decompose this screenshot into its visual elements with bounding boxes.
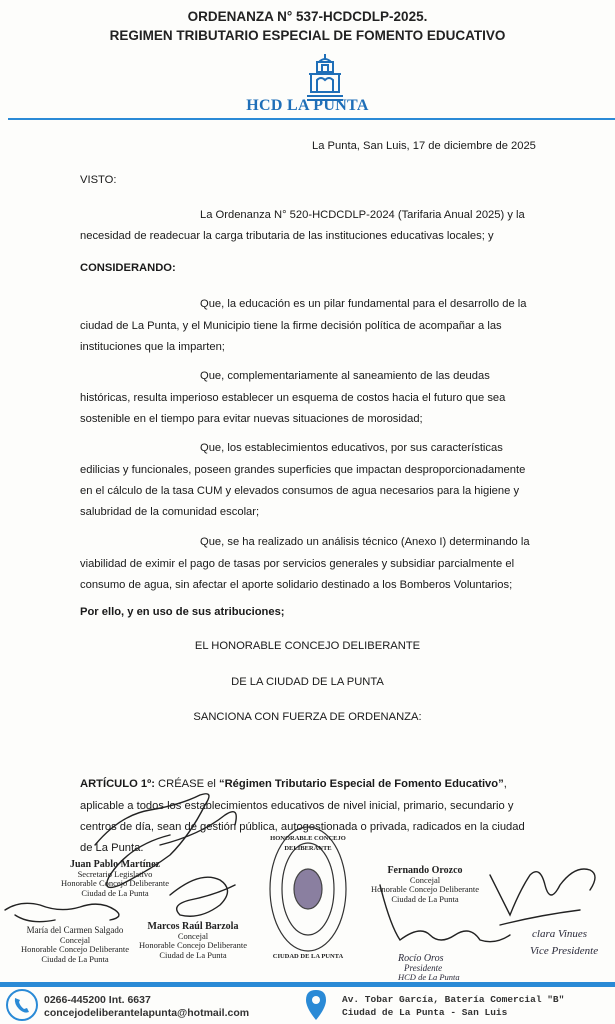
considerando-line: salubridad de la comunidad escolar;: [80, 506, 260, 518]
signer-city: Ciudad de La Punta: [81, 887, 149, 898]
considerando-line: históricas, resulta imperioso establecer un esquema de costos hacia el futuro que sea: [80, 392, 506, 404]
building-logo-icon: [305, 52, 345, 102]
seal-top-text: HONORABLE CONCEJO DELIBERANTE: [270, 835, 346, 852]
signer-org: Honorable Concejo Deliberante: [60, 878, 170, 888]
footer-address: Ciudad de La Punta - San Luis: [342, 1007, 508, 1018]
signer-name: Fernando Orozco: [387, 865, 463, 876]
signer-role: Secretario Legislativo: [77, 868, 153, 879]
footer-address: Av. Tobar García, Batería Comercial "B": [342, 994, 565, 1005]
considerando-line: sostenible en el tiempo para evitar nuevas situaciones de morosidad;: [80, 413, 423, 425]
place-date: La Punta, San Luis, 17 de diciembre de 2025: [312, 140, 536, 152]
brand-name: HCD LA PUNTA: [246, 97, 369, 114]
signer-name: Juan Pablo Martínez: [70, 859, 160, 870]
signature-block: [370, 866, 480, 904]
ordinance-title: REGIMEN TRIBUTARIO ESPECIAL DE FOMENTO EDUCATIVO: [109, 28, 506, 43]
seal-bottom-text: CIUDAD DE LA PUNTA: [272, 953, 344, 960]
header-divider: [8, 118, 615, 120]
footer-divider: [0, 982, 615, 987]
signer-city: Ciudad de La Punta: [159, 949, 227, 960]
considerando-line: en el cálculo de la tasa CUM y elevados consumos de agua necesarios para la higiene y: [80, 485, 520, 497]
signer-role: Concejal: [177, 930, 209, 941]
signer-city: Ciudad de La Punta: [391, 893, 459, 904]
considerando-line: Que, los establecimientos educativos, por sus características: [200, 442, 503, 454]
footer-email: concejodeliberantelapunta@hotmail.com: [44, 1007, 250, 1019]
article-line: aplicable a todos los establecimientos educativos de nivel inicial, primario, secundario y: [80, 800, 514, 812]
handwritten-name: Rocío Oros: [398, 953, 444, 964]
considerando-line: Que, complementariamente al saneamiento de las deudas: [200, 370, 490, 382]
signature-block: [20, 926, 130, 964]
considerando-line: viabilidad de eximir el pago de tasas por servicios generales y subsidiar parcialmente el: [80, 558, 515, 570]
signer-city: Ciudad de La Punta: [41, 953, 109, 964]
article-line: centros de día, sean de gestión pública, autogestionada o privada, radicados en la ciudad: [80, 821, 525, 833]
handwritten-role: Presidente: [404, 963, 443, 973]
regime-name: “Régimen Tributario Especial de Fomento Educativo”: [218, 778, 504, 790]
visto-line: La Ordenanza N° 520-HCDCDLP-2024 (Tarifaria Anual 2025) y la: [200, 209, 525, 221]
considerando-line: Que, la educación es un pilar fundamental para el desarrollo de la: [200, 298, 527, 310]
signature-block: [60, 860, 170, 898]
ordinance-number: ORDENANZA N° 537-HCDCDLP-2025.: [187, 9, 428, 24]
considerando-line: consumo de agua, sin afectar el aporte solidario destinado a los Bomberos Voluntarios;: [80, 579, 513, 591]
considerando-line: edilicias y funcionales, poseen grandes superficies que impactan desproporcionadamente: [80, 464, 526, 476]
considerando-heading: CONSIDERANDO:: [80, 262, 176, 274]
visto-line: necesidad de readecuar la carga tributaria de las instituciones educativas locales; y: [80, 230, 494, 242]
handwritten-org: HCD de La Punta: [398, 972, 460, 982]
article-label: ARTÍCULO 1º:: [80, 778, 155, 790]
council-line: DE LA CIUDAD DE LA PUNTA: [231, 676, 384, 688]
visto-heading: VISTO:: [80, 174, 117, 186]
considerando-line: ciudad de La Punta, y el Municipio tiene la firme decisión política de acompañar a las: [80, 320, 502, 332]
article-line: de La Punta.: [80, 842, 144, 854]
article-text: ,: [503, 778, 507, 790]
considerando-line: instituciones que la imparten;: [80, 341, 225, 353]
council-line: SANCIONA CON FUERZA DE ORDENANZA:: [193, 711, 422, 723]
signer-role: Concejal: [59, 934, 91, 945]
por-ello: Por ello, y en uso de sus atribuciones;: [80, 606, 285, 618]
signer-org: Honorable Concejo Deliberante: [138, 940, 248, 950]
handwritten-name: clara Vinues: [532, 928, 588, 940]
signer-name: Marcos Raúl Barzola: [147, 921, 239, 932]
article-text: CRÉASE el: [154, 778, 219, 790]
signer-org: Honorable Concejo Deliberante: [20, 944, 130, 954]
signer-role: Concejal: [409, 874, 441, 885]
considerando-line: Que, se ha realizado un análisis técnico (Anexo I) determinando la: [200, 536, 530, 548]
signer-org: Honorable Concejo Deliberante: [370, 884, 480, 894]
phone-icon: [5, 988, 39, 1022]
footer-phone: 0266-445200 Int. 6637: [44, 994, 151, 1006]
handwritten-role: Vice Presidente: [530, 945, 599, 957]
council-line: EL HONORABLE CONCEJO DELIBERANTE: [194, 640, 421, 652]
location-pin-icon: [303, 988, 329, 1022]
signer-name: María del Carmen Salgado: [26, 925, 124, 935]
signature-block: [138, 922, 248, 960]
